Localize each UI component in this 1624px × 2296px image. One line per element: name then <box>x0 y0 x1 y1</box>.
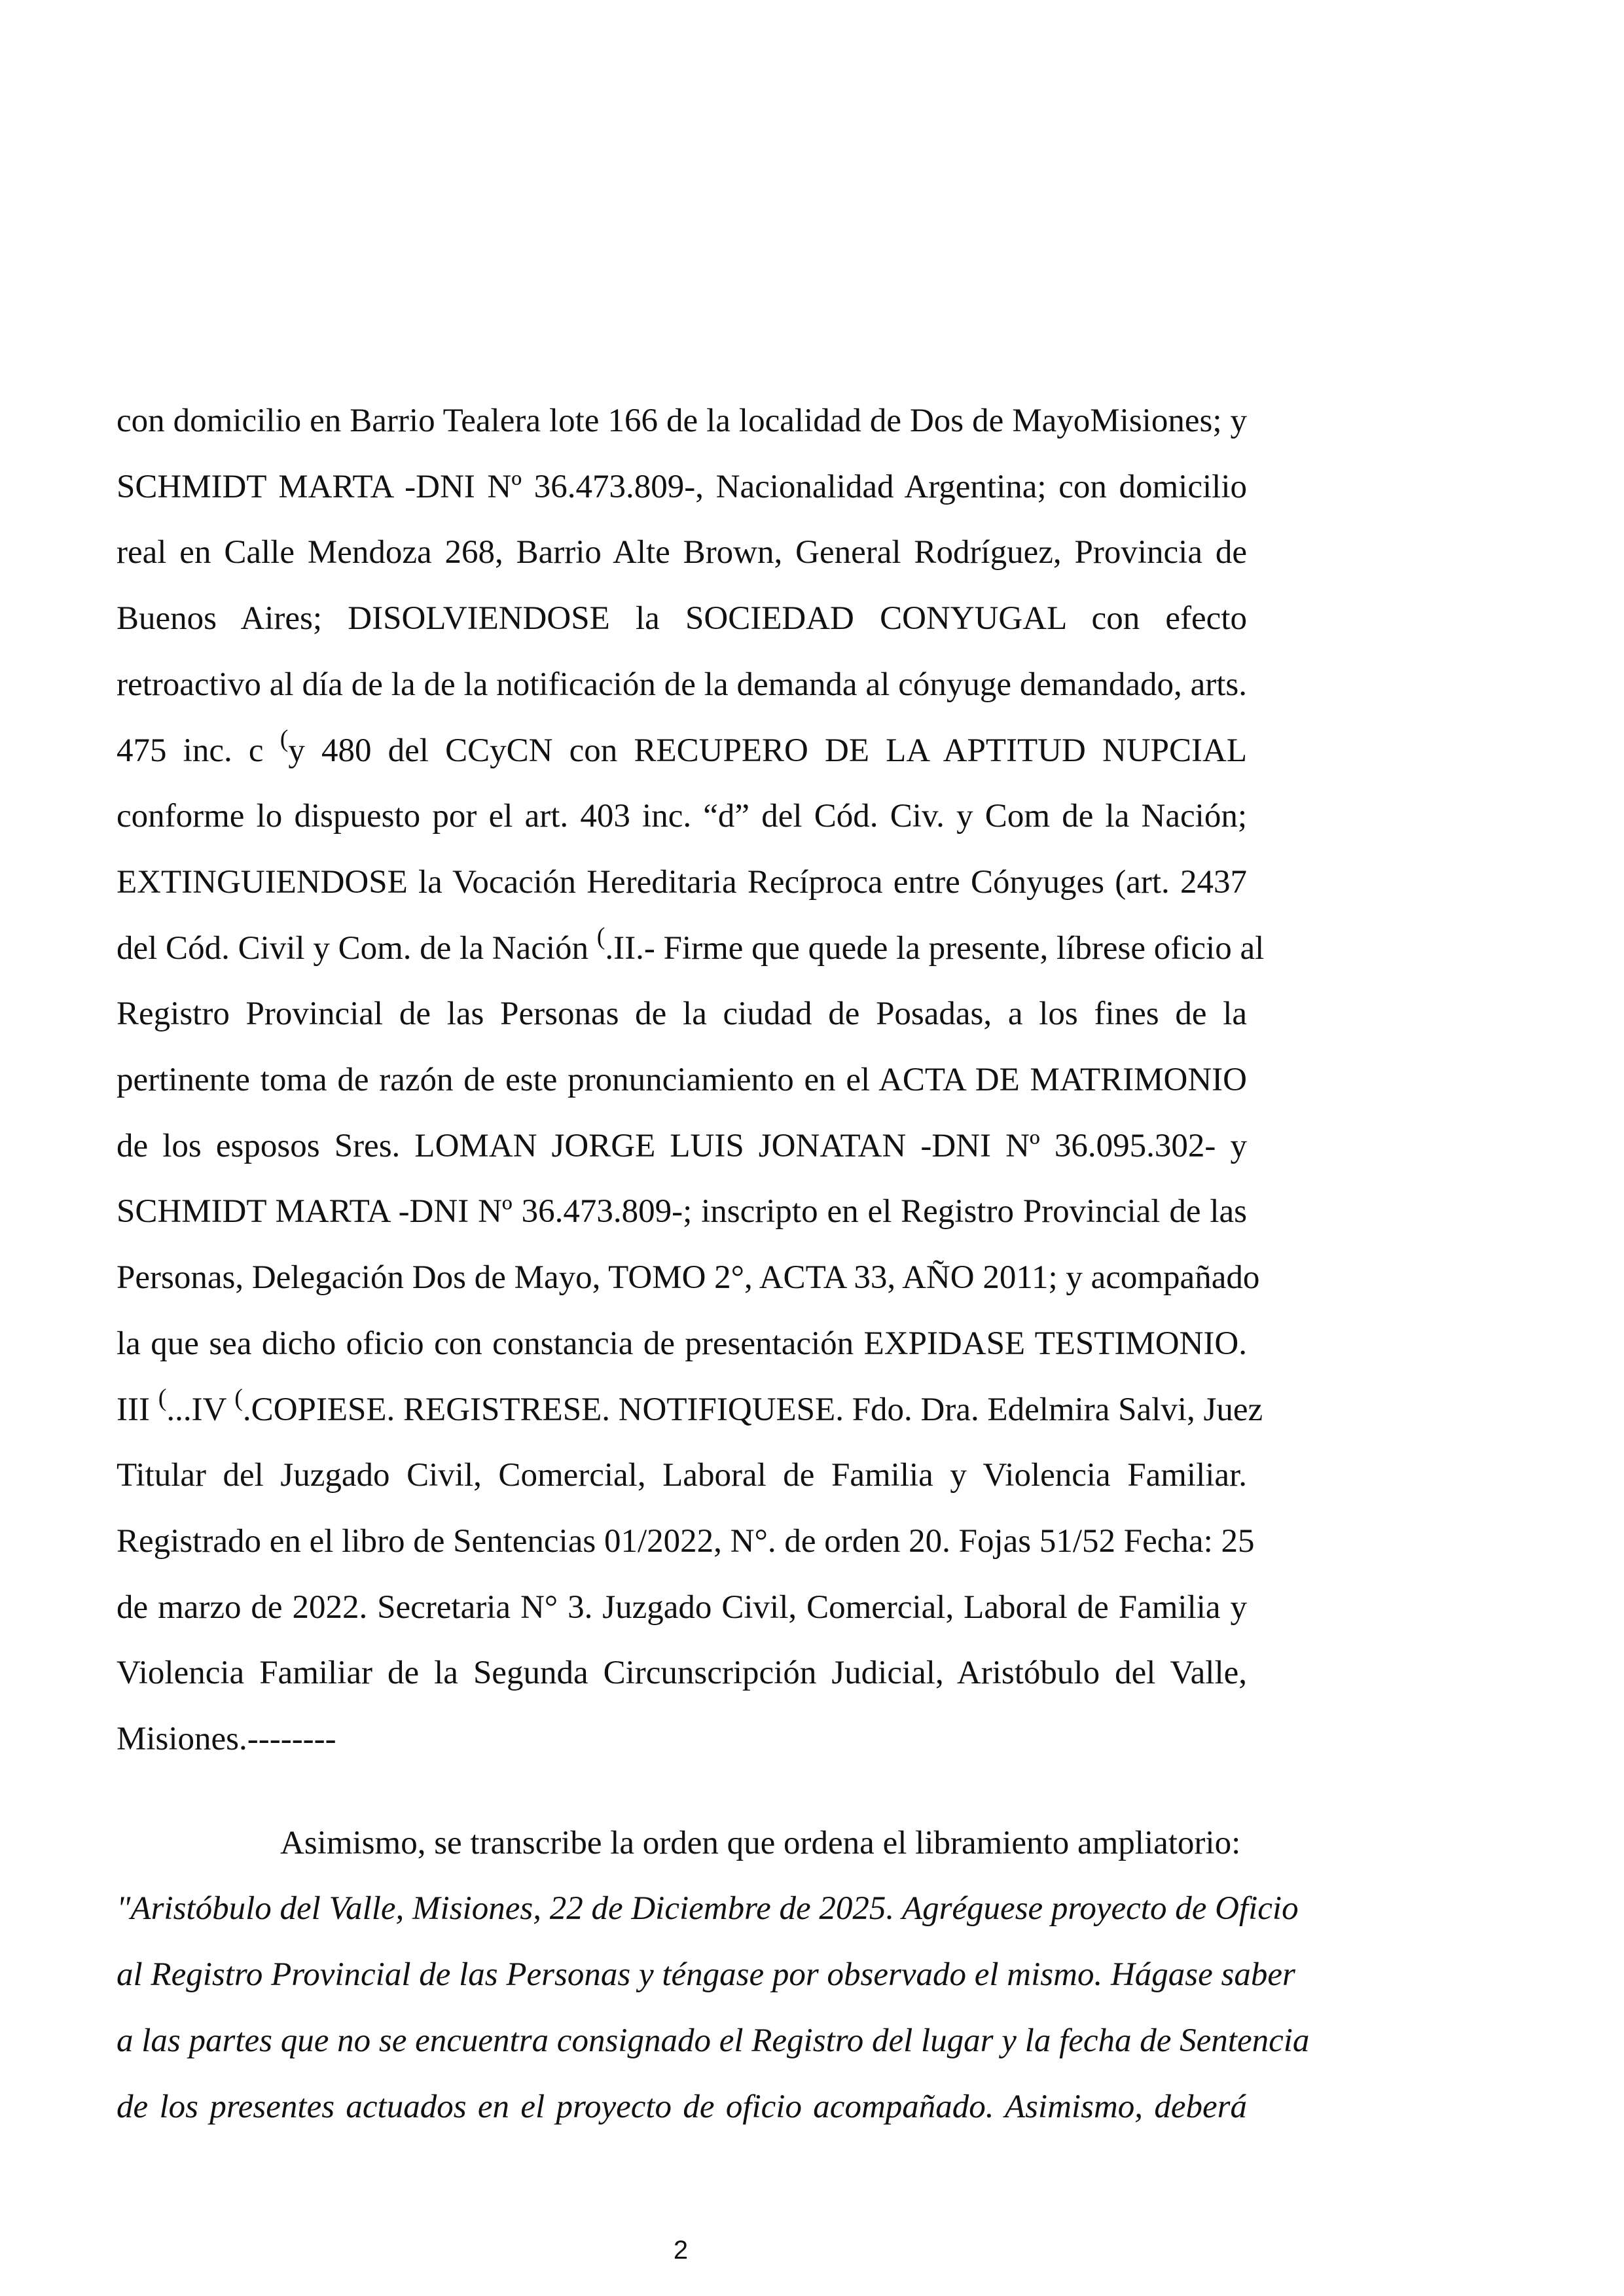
text-line: Asimismo, se transcribe la orden que ordena el libramiento ampliatorio: <box>280 1824 1241 1861</box>
text-line: del Cód. Civil y Com. de la Nación (.II.- Firme que quede la presente, líbrese oficio al <box>117 922 1265 967</box>
raised-paren: ( <box>596 922 605 950</box>
text-line: Registro Provincial de las Personas de la ciudad de Posadas, a los fines de la <box>117 996 1247 1033</box>
text-line: III (...IV (.COPIESE. REGISTRESE. NOTIFIQUESE. Fdo. Dra. Edelmira Salvi, Juez <box>117 1384 1263 1428</box>
page-number: 2 <box>673 2236 689 2265</box>
text-line: la que sea dicho oficio con constancia de presentación EXPIDASE TESTIMONIO. <box>117 1325 1247 1362</box>
text-line: conforme lo dispuesto por el art. 403 inc. “d” del Cód. Civ. y Com de la Nación; <box>117 798 1247 835</box>
text-line: con domicilio en Barrio Tealera lote 166 de la localidad de Dos de MayoMisiones; y <box>117 403 1247 439</box>
text-line: real en Calle Mendoza 268, Barrio Alte Brown, General Rodríguez, Provincia de <box>117 534 1247 571</box>
text-line: de marzo de 2022. Secretaria N° 3. Juzgado Civil, Comercial, Laboral de Familia y <box>117 1588 1247 1626</box>
text-line: 475 inc. c (y 480 del CCyCN con RECUPERO DE LA APTITUD NUPCIAL <box>117 725 1247 769</box>
text-line: EXTINGUIENDOSE la Vocación Hereditaria Recíproca entre Cónyuges (art. 2437 <box>117 863 1247 901</box>
text-line: Buenos Aires; DISOLVIENDOSE la SOCIEDAD CONYUGAL con efecto <box>117 600 1247 637</box>
text-line: pertinente toma de razón de este pronunciamiento en el ACTA DE MATRIMONIO <box>117 1062 1247 1098</box>
text-line: SCHMIDT MARTA -DNI Nº 36.473.809-, Nacionalidad Argentina; con domicilio <box>117 468 1247 505</box>
text-line: de los presentes actuados en el proyecto de oficio acompañado. Asimismo, deberá <box>117 2088 1247 2125</box>
text-line: Titular del Juzgado Civil, Comercial, Laboral de Familia y Violencia Familiar. <box>117 1457 1247 1494</box>
text-line: a las partes que no se encuentra consignado el Registro del lugar y la fecha de Sentencia <box>117 2022 1310 2059</box>
text-line: Personas, Delegación Dos de Mayo, TOMO 2°, ACTA 33, AÑO 2011; y acompañado <box>117 1259 1260 1297</box>
text-line: al Registro Provincial de las Personas y téngase por observado el mismo. Hágase saber <box>117 1956 1295 1994</box>
text-line: Violencia Familiar de la Segunda Circunscripción Judicial, Aristóbulo del Valle, <box>117 1655 1247 1692</box>
text-line: de los esposos Sres. LOMAN JORGE LUIS JONATAN -DNI Nº 36.095.302- y <box>117 1127 1247 1164</box>
text-line: SCHMIDT MARTA -DNI Nº 36.473.809-; inscripto en el Registro Provincial de las <box>117 1193 1247 1230</box>
raised-paren: ( <box>158 1384 167 1412</box>
raised-paren: ( <box>234 1384 243 1412</box>
text-line: retroactivo al día de la de la notificación de la demanda al cónyuge demandado, arts. <box>117 666 1247 703</box>
raised-paren: ( <box>280 725 289 753</box>
text-line: Misiones.-------- <box>117 1721 336 1757</box>
text-line: "Aristóbulo del Valle, Misiones, 22 de Diciembre de 2025. Agréguese proyecto de Oficio <box>117 1890 1299 1928</box>
text-line: Registrado en el libro de Sentencias 01/2022, N°. de orden 20. Fojas 51/52 Fecha: 25 <box>117 1522 1255 1560</box>
